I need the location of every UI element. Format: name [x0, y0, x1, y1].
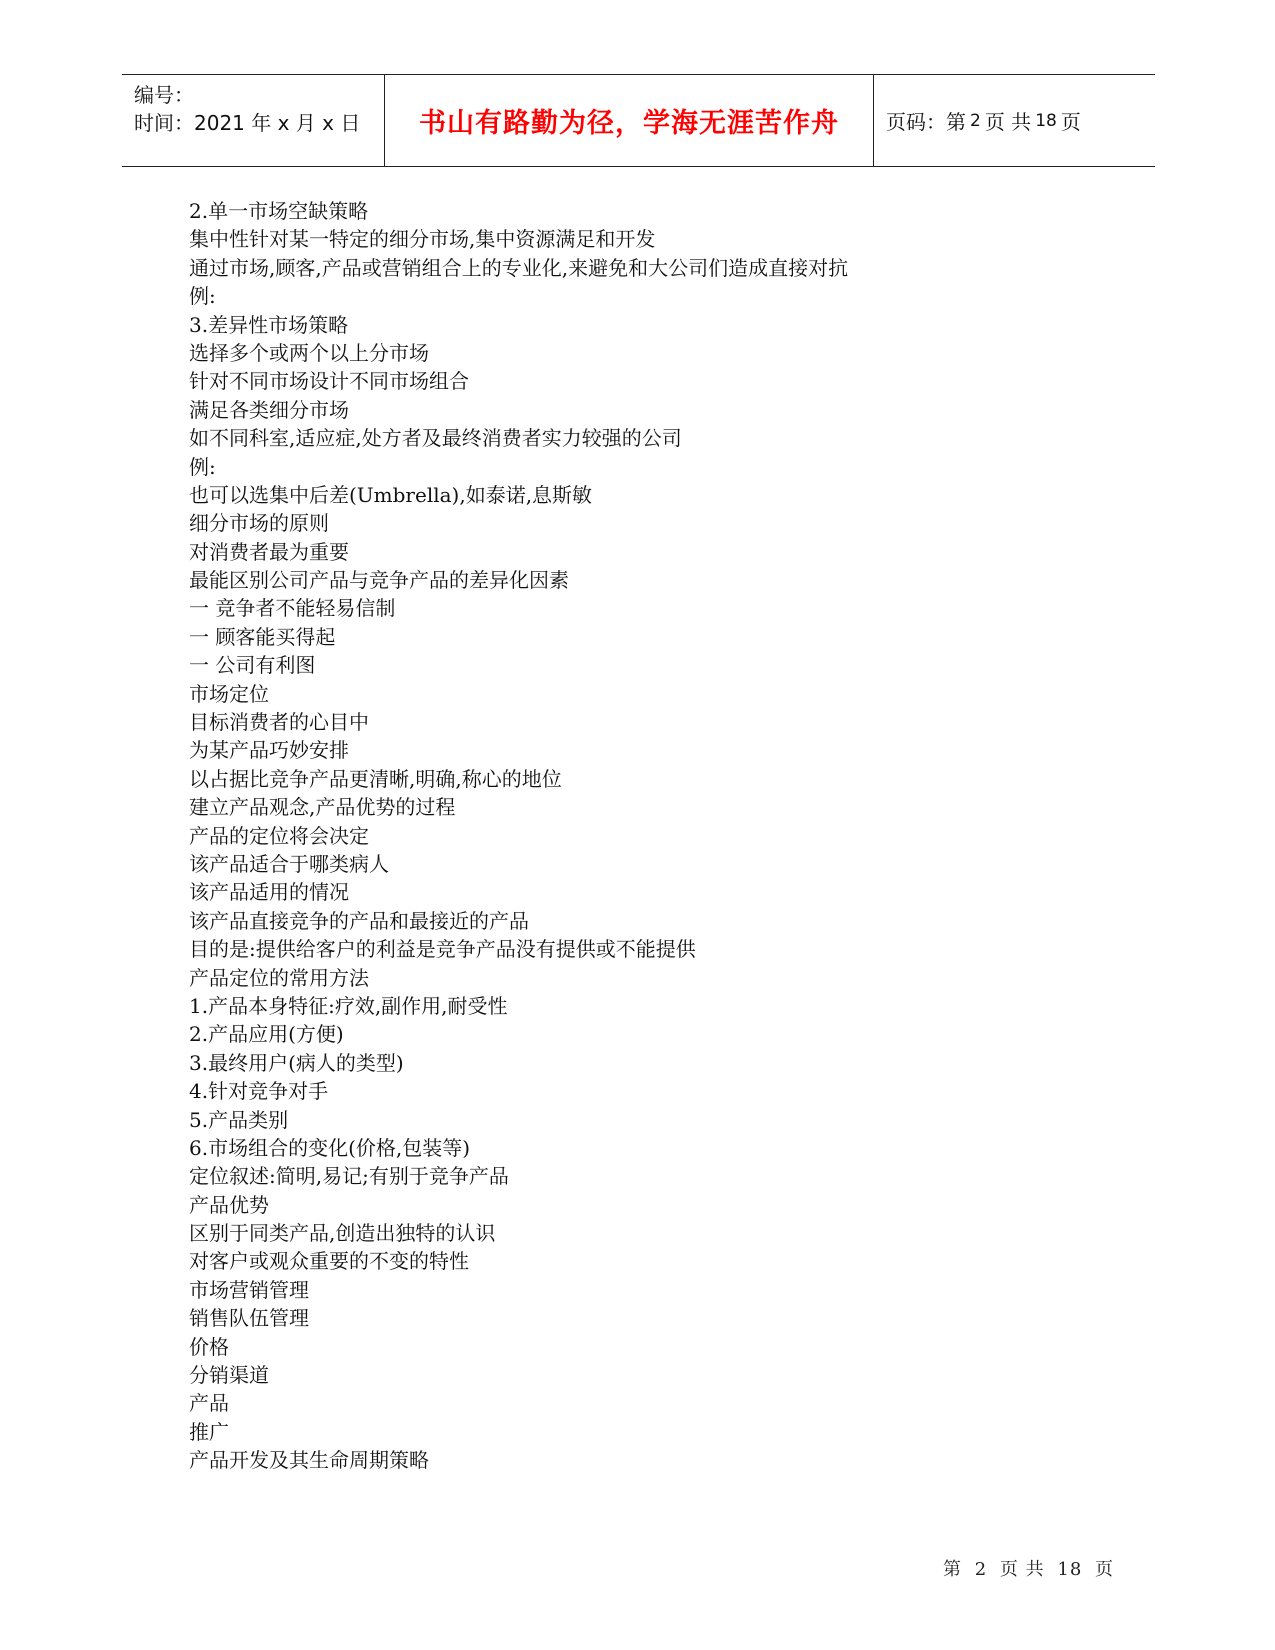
body-line: 满足各类细分市场 [189, 397, 349, 422]
header-page-mid: 页 共 [984, 110, 1032, 134]
body-line: 通过市场,顾客,产品或营销组合上的专业化,来避免和大公司们造成直接对抗 [189, 255, 849, 280]
body-line: 销售队伍管理 [189, 1306, 309, 1331]
body-line: 选择多个或两个以上分市场 [189, 340, 429, 365]
footer-page-current: 2 [974, 1559, 988, 1580]
body-line: 也可以选集中后差(Umbrella),如泰诺,息斯敏 [189, 482, 593, 507]
body-line: 最能区别公司产品与竞争产品的差异化因素 [189, 568, 569, 593]
body-line: 产品的定位将会决定 [189, 823, 369, 848]
footer-suffix: 页 [1095, 1559, 1115, 1580]
body-line: 1.产品本身特征:疗效,副作用,耐受性 [189, 993, 508, 1018]
body-line: 市场定位 [189, 681, 269, 706]
body-line: 细分市场的原则 [189, 511, 329, 536]
body-line: 例: [189, 284, 216, 309]
footer-page-total: 18 [1057, 1559, 1083, 1580]
body-line: 目标消费者的心目中 [189, 710, 369, 735]
body-line: 对消费者最为重要 [189, 539, 349, 564]
body-line: 6.市场组合的变化(价格,包装等) [189, 1135, 471, 1160]
body-line: 分销渠道 [189, 1363, 269, 1388]
document-number-label: 编号： [134, 83, 194, 107]
body-line: 产品优势 [189, 1192, 269, 1217]
body-line: 对客户或观众重要的不变的特性 [189, 1249, 469, 1274]
header-page-prefix: 页码：第 [886, 110, 966, 134]
body-line: 价格 [189, 1334, 229, 1359]
body-line: 区别于同类产品,创造出独特的认识 [189, 1221, 496, 1246]
body-line: 4.针对竞争对手 [189, 1079, 329, 1104]
document-date: 时间：2021 年 x 月 x 日 [134, 111, 361, 135]
body-line: 3.差异性市场策略 [189, 312, 349, 337]
body-line: 目的是:提供给客户的利益是竞争产品没有提供或不能提供 [189, 937, 696, 962]
body-line: 3.最终用户(病人的类型) [189, 1050, 404, 1075]
header-page-indicator [874, 75, 1155, 166]
body-line: 市场营销管理 [189, 1277, 309, 1302]
body-line: 推广 [189, 1419, 229, 1444]
body-line: 例: [189, 454, 216, 479]
body-line: 2.产品应用(方便) [189, 1022, 344, 1047]
header-meta-cell [122, 75, 385, 166]
body-line: 产品 [189, 1391, 229, 1416]
body-line: 5.产品类别 [189, 1107, 289, 1132]
body-line: 以占据比竞争产品更清晰,明确,称心的地位 [189, 766, 562, 791]
header-page-current: 2 [970, 110, 981, 131]
body-line: 该产品适合于哪类病人 [189, 851, 389, 876]
body-line: 集中性针对某一特定的细分市场,集中资源满足和开发 [189, 227, 656, 252]
body-line: 产品定位的常用方法 [189, 965, 369, 990]
body-line: 建立产品观念,产品优势的过程 [189, 795, 456, 820]
body-line: 针对不同市场设计不同市场组合 [189, 369, 469, 394]
body-line: 产品开发及其生命周期策略 [189, 1448, 429, 1473]
header-motto-cell [385, 75, 874, 166]
body-line: 一 公司有利图 [189, 653, 316, 678]
page-header [122, 74, 1155, 167]
header-motto: 书山有路勤为径，学海无涯苦作舟 [419, 108, 839, 139]
document-body [189, 197, 1149, 1475]
body-line: 定位叙述:简明,易记;有别于竞争产品 [189, 1164, 509, 1189]
body-line: 为某产品巧妙安排 [189, 738, 349, 763]
body-line: 该产品直接竞争的产品和最接近的产品 [189, 908, 529, 933]
body-line: 一 竞争者不能轻易信制 [189, 596, 396, 621]
header-page-suffix: 页 [1060, 110, 1081, 134]
header-page-total: 18 [1035, 110, 1057, 131]
page-footer [940, 1555, 1117, 1581]
body-line: 如不同科室,适应症,处方者及最终消费者实力较强的公司 [189, 426, 682, 451]
body-line: 该产品适用的情况 [189, 880, 349, 905]
body-line: 一 顾客能买得起 [189, 624, 336, 649]
body-line: 2.单一市场空缺策略 [189, 199, 369, 223]
footer-mid: 页 共 [999, 1559, 1045, 1580]
footer-prefix: 第 [943, 1559, 962, 1580]
